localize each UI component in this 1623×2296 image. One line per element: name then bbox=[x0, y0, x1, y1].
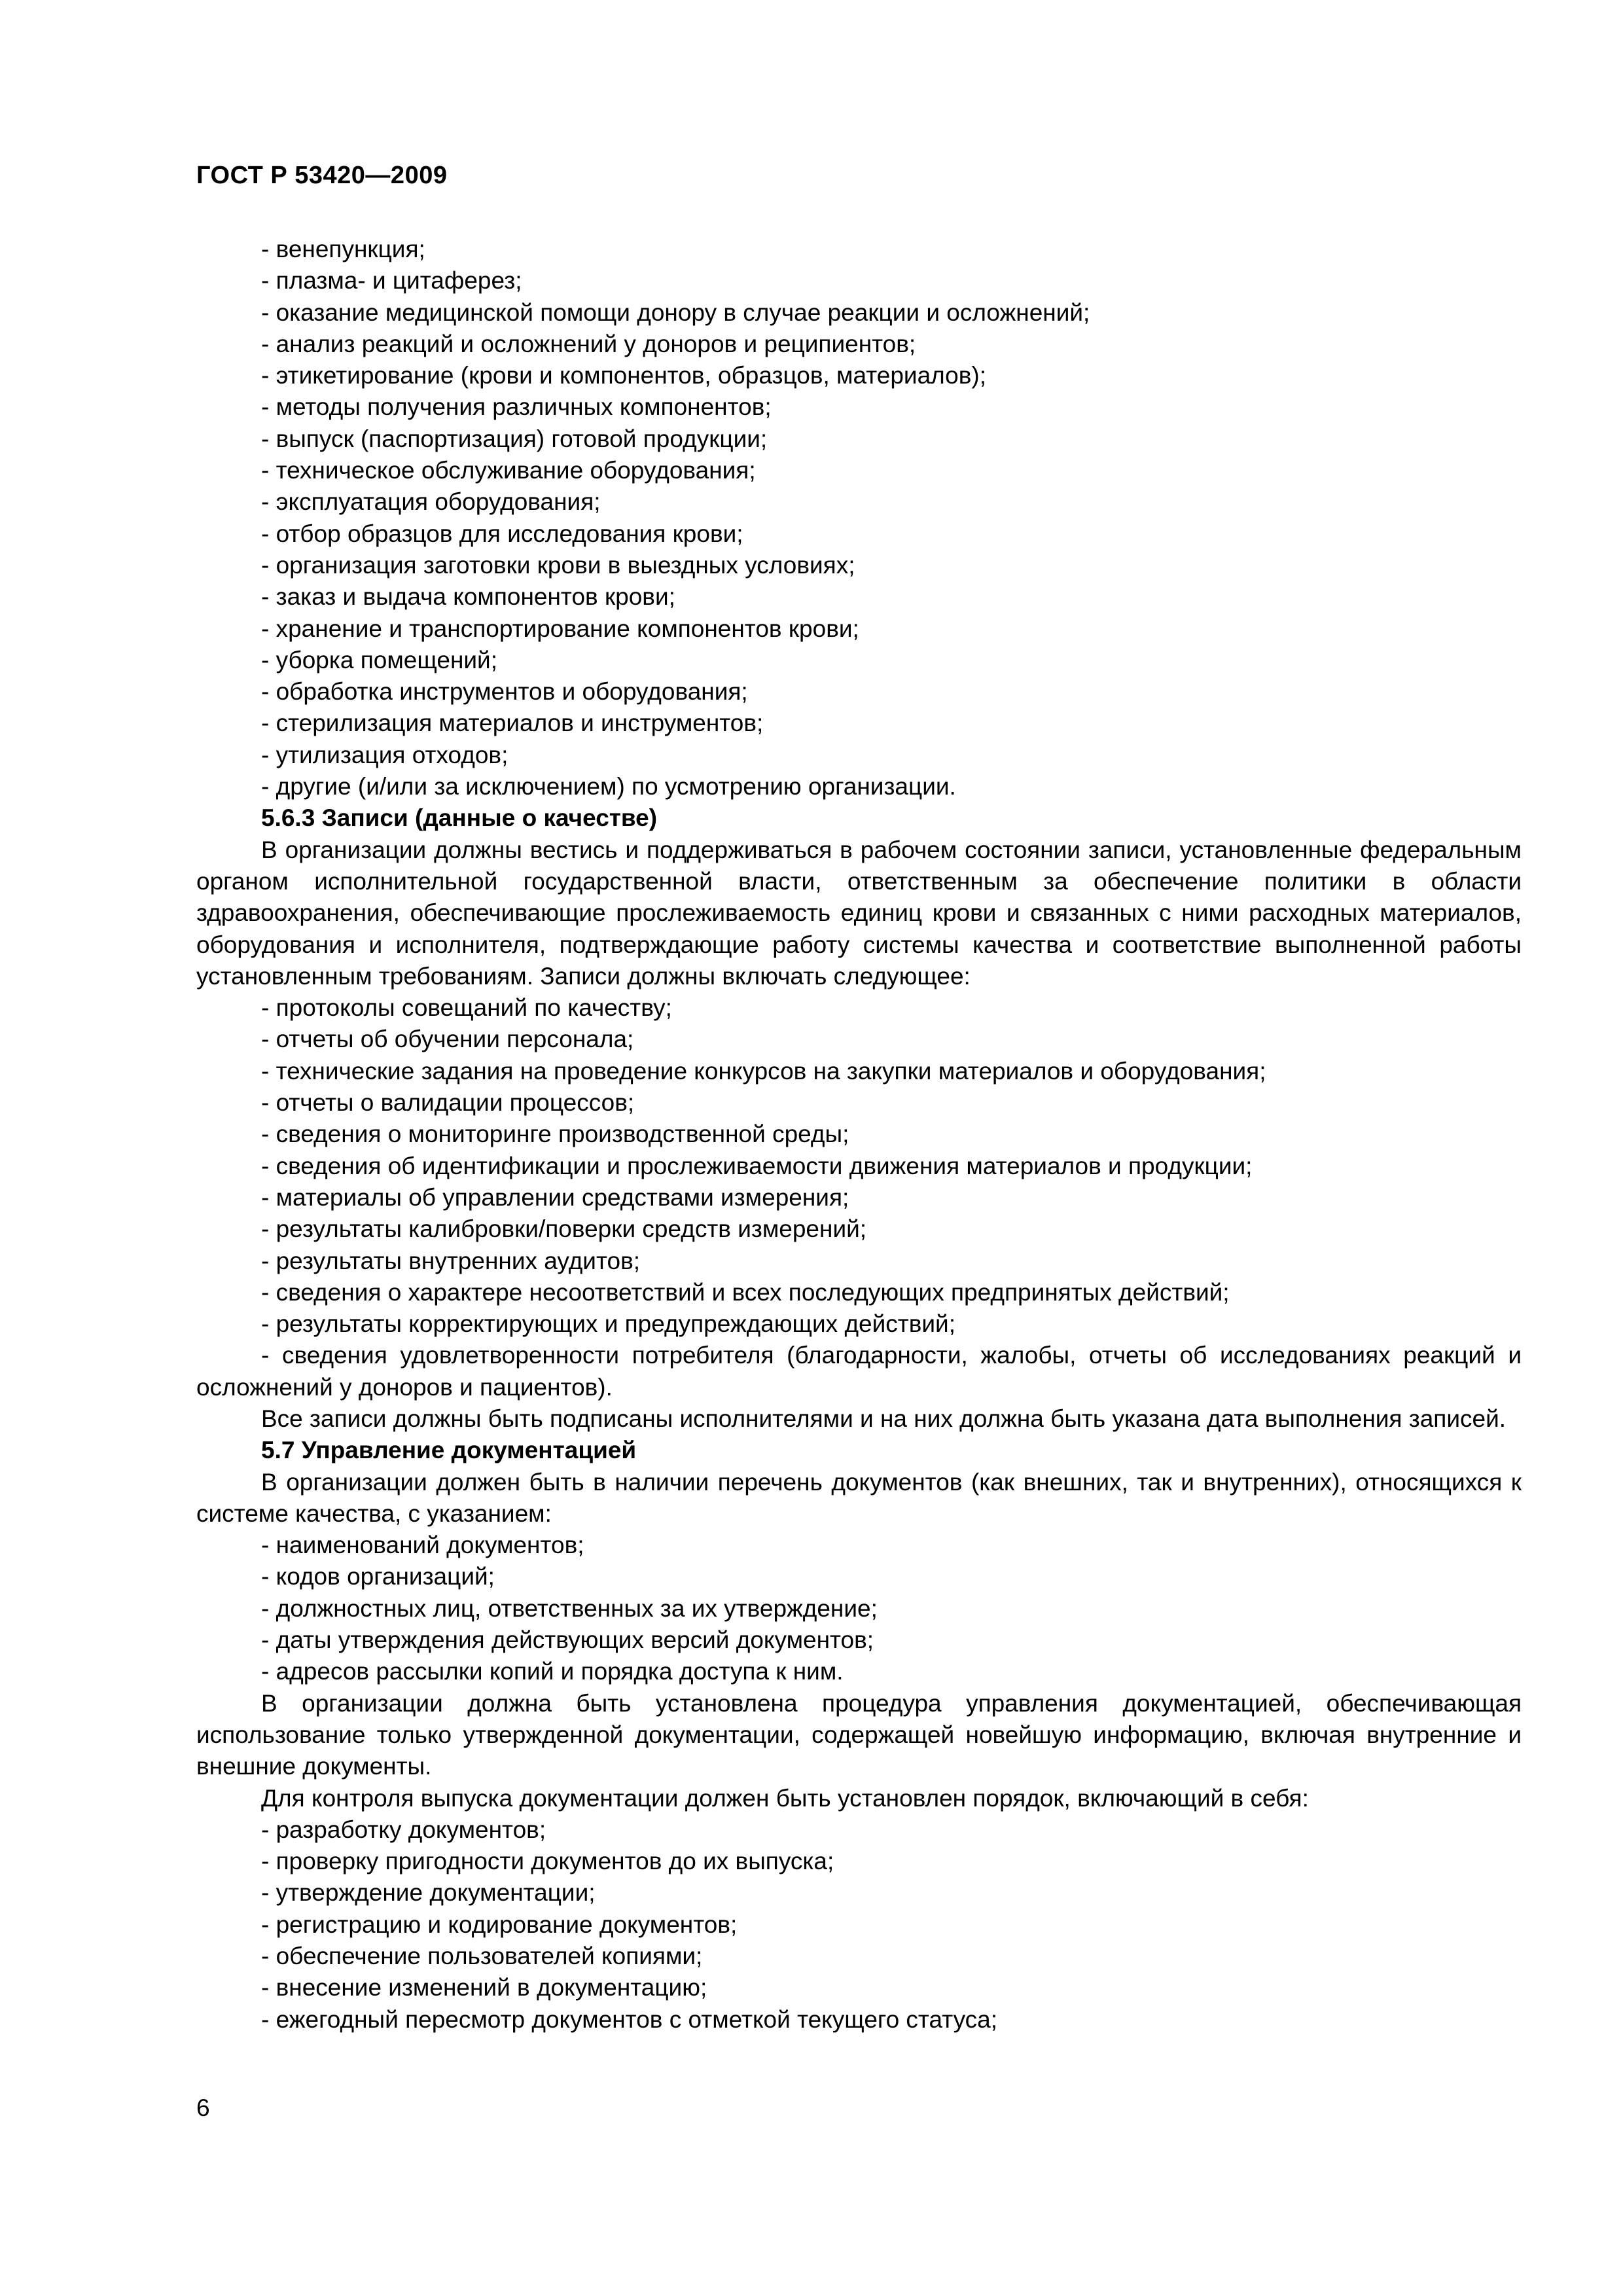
list-item: - адресов рассылки копий и порядка доступа к ним. bbox=[261, 1658, 844, 1685]
list-item: - уборка помещений; bbox=[261, 646, 498, 673]
section-5-7-control-intro: Для контроля выпуска документации должен быть установлен порядок, включающий в себя: bbox=[261, 1784, 1309, 1812]
list-item: - регистрацию и кодирование документов; bbox=[261, 1910, 738, 1938]
document-code-header: ГОСТ Р 53420—2009 bbox=[196, 162, 448, 189]
section-5-6-3-intro: В организации должны вестись и поддерживаться в рабочем состоянии записи, установленные федеральным органом исполнительной государственной власти, ответственным за обеспечение политики в области здравоохранения, обеспечивающие прослеживаемость единиц крови и связанных с ними расходных материалов, оборудования и исполнителя, подтверждающие работу системы качества и соответствие выполненной работы установленным требованиям. Записи должны включать следующее: bbox=[196, 836, 1522, 990]
list-item: - отчеты о валидации процессов; bbox=[261, 1089, 635, 1117]
document-attributes-list bbox=[196, 1530, 1522, 1687]
page-number: 6 bbox=[196, 2094, 210, 2121]
list-item: - наименований документов; bbox=[261, 1532, 584, 1559]
page-body bbox=[196, 234, 1522, 2036]
list-item: - сведения о мониторинге производственной среды; bbox=[261, 1121, 849, 1148]
section-5-7-heading: 5.7 Управление документацией bbox=[261, 1437, 637, 1464]
list-item: - эксплуатация оборудования; bbox=[261, 488, 601, 516]
list-item: - стерилизация материалов и инструментов; bbox=[261, 709, 764, 737]
control-steps-list bbox=[196, 1814, 1522, 2036]
list-item: - этикетирование (крови и компонентов, образцов, материалов); bbox=[261, 362, 987, 389]
list-item: - организация заготовки крови в выездных условиях; bbox=[261, 551, 855, 579]
list-item: - разработку документов; bbox=[261, 1816, 546, 1843]
list-item: - другие (и/или за исключением) по усмотрению организации. bbox=[261, 773, 956, 800]
list-item: - венепункция; bbox=[261, 236, 425, 262]
list-item: - сведения удовлетворенности потребителя (благодарности, жалобы, отчеты об исследованиях реакций и осложнений у доноров и пациентов). bbox=[196, 1342, 1522, 1401]
list-item: - утверждение документации; bbox=[261, 1879, 596, 1907]
list-item: - утилизация отходов; bbox=[261, 741, 508, 768]
list-item: - оказание медицинской помощи донору в случае реакции и осложнений; bbox=[261, 298, 1090, 326]
list-item: - методы получения различных компонентов; bbox=[261, 393, 772, 421]
list-item: - сведения о характере несоответствий и всех последующих предпринятых действий; bbox=[261, 1278, 1230, 1306]
procedures-list bbox=[196, 234, 1522, 802]
list-item: - отчеты об обучении персонала; bbox=[261, 1026, 634, 1053]
list-item: - результаты калибровки/поверки средств измерений; bbox=[261, 1215, 867, 1243]
list-item: - техническое обслуживание оборудования; bbox=[261, 457, 756, 484]
list-item: - заказ и выдача компонентов крови; bbox=[261, 583, 675, 611]
list-item: - материалы об управлении средствами измерения; bbox=[261, 1183, 849, 1211]
list-item: - сведения об идентификации и прослеживаемости движения материалов и продукции; bbox=[261, 1152, 1253, 1179]
list-item: - плазма- и цитаферез; bbox=[261, 267, 522, 295]
list-item: - должностных лиц, ответственных за их утверждение; bbox=[261, 1594, 878, 1622]
list-item: - внесение изменений в документацию; bbox=[261, 1974, 707, 2001]
list-item: - проверку пригодности документов до их выпуска; bbox=[261, 1848, 834, 1875]
list-item: - хранение и транспортирование компонентов крови; bbox=[261, 615, 859, 642]
list-item: - результаты корректирующих и предупреждающих действий; bbox=[261, 1310, 956, 1338]
list-item: - обработка инструментов и оборудования; bbox=[261, 678, 748, 706]
section-5-6-3-heading: 5.6.3 Записи (данные о качестве) bbox=[261, 804, 658, 832]
section-5-7-intro: В организации должен быть в наличии перечень документов (как внешних, так и внутренних), относящихся к системе качества, с указанием: bbox=[196, 1468, 1522, 1527]
list-item: - обеспечение пользователей копиями; bbox=[261, 1943, 703, 1970]
list-item: - протоколы совещаний по качеству; bbox=[261, 994, 672, 1022]
records-list bbox=[196, 992, 1522, 1403]
list-item: - ежегодный пересмотр документов с отметкой текущего статуса; bbox=[261, 2005, 998, 2033]
list-item: - результаты внутренних аудитов; bbox=[261, 1247, 641, 1274]
section-5-7-procedure: В организации должна быть установлена процедура управления документацией, обеспечивающая использование только утвержденной документации, содержащей новейшую информацию, включая внутренние и внешние документы. bbox=[196, 1689, 1522, 1780]
list-item: - отбор образцов для исследования крови; bbox=[261, 520, 743, 547]
list-item: - анализ реакций и осложнений у доноров и реципиентов; bbox=[261, 330, 916, 357]
list-item: - кодов организаций; bbox=[261, 1563, 495, 1590]
list-item: - технические задания на проведение конкурсов на закупки материалов и оборудования; bbox=[261, 1057, 1266, 1085]
list-item: - даты утверждения действующих версий документов; bbox=[261, 1626, 874, 1654]
section-5-6-3-closing: Все записи должны быть подписаны исполнителями и на них должна быть указана дата выполнения записей. bbox=[261, 1405, 1507, 1432]
list-item: - выпуск (паспортизация) готовой продукции; bbox=[261, 425, 768, 452]
